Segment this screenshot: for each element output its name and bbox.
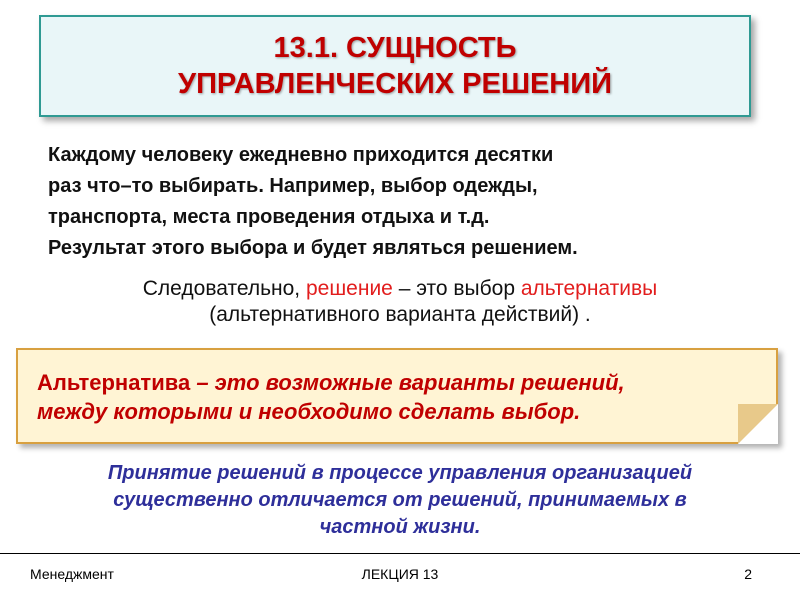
title-box [39, 15, 751, 117]
intro-line: транспорта, места проведения отдыха и т.д. [48, 206, 490, 228]
definition-box [16, 348, 778, 444]
intro-paragraph [48, 140, 758, 264]
footer-course-name: Менеджмент [30, 566, 114, 582]
definition-line-2: между которыми и необходимо сделать выбор. [37, 399, 581, 424]
conclusion-text: Следовательно, [142, 277, 306, 300]
footer-page-number: 2 [744, 566, 752, 582]
definition-line-1 [37, 368, 767, 397]
slide-title-line-2: УПРАВЛЕНЧЕСКИХ РЕШЕНИЙ [178, 68, 612, 100]
conclusion-paragraph [20, 276, 780, 328]
alternative-term: альтернативы [520, 277, 658, 300]
intro-line: Каждому человеку ежедневно приходится десятки [48, 144, 554, 166]
footer-divider [0, 553, 800, 554]
intro-line: раз что–то выбирать. Например, выбор одежды, [48, 175, 538, 197]
footer-lecture-label: ЛЕКЦИЯ 13 [361, 566, 439, 582]
decision-term: решение [305, 277, 393, 300]
conclusion-line-1 [20, 276, 780, 302]
summary-line: частной жизни. [319, 516, 481, 538]
definition-term: Альтернатива [37, 370, 191, 395]
summary-paragraph [20, 460, 780, 541]
definition-body: – это возможные варианты решений, [190, 370, 625, 395]
slide-title-line-1: 13.1. СУЩНОСТЬ [273, 32, 517, 64]
conclusion-line-2: (альтернативного варианта действий) . [209, 303, 591, 326]
definition-text [37, 368, 767, 426]
summary-line: существенно отличается от решений, принимаемых в [113, 489, 687, 511]
intro-line: Результат этого выбора и будет являться решением. [48, 237, 578, 259]
folded-corner-icon [738, 404, 778, 444]
conclusion-text: – это выбор [392, 277, 521, 300]
summary-line: Принятие решений в процессе управления организацией [107, 462, 693, 484]
